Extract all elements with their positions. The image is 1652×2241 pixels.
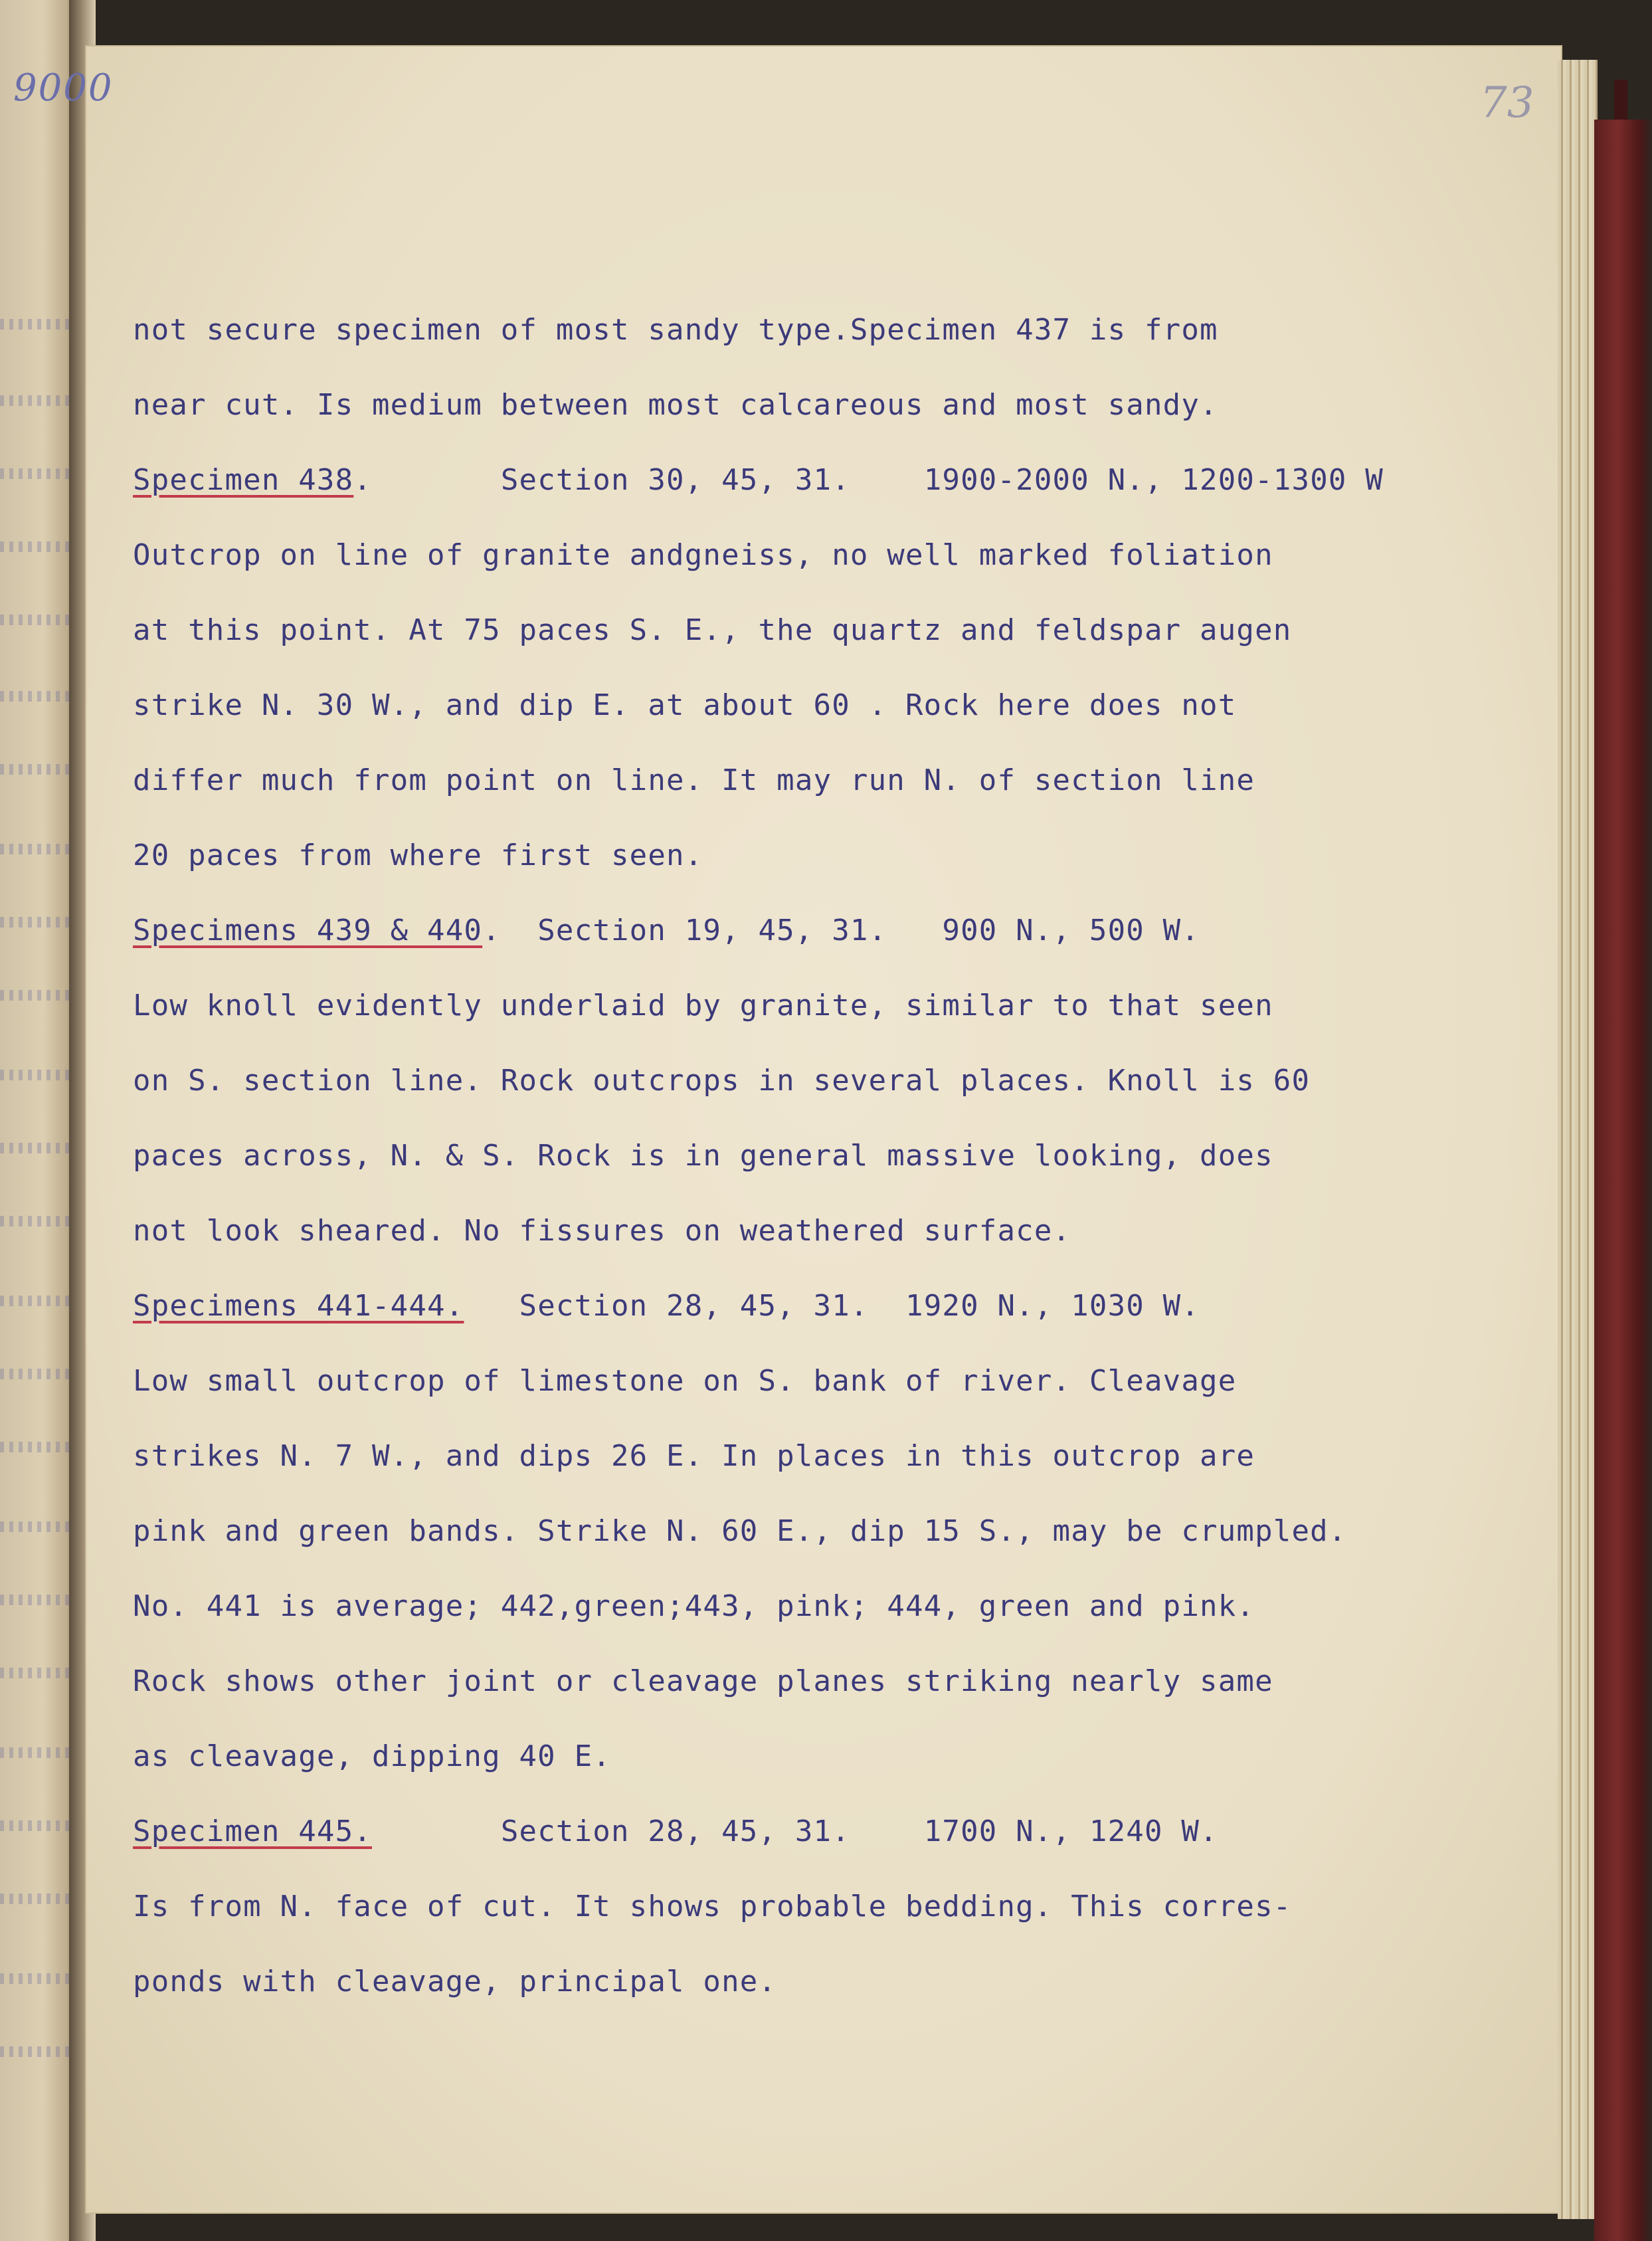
typed-text-body <box>133 292 1568 2019</box>
specimen-heading: Specimen 438 <box>133 463 354 497</box>
text-line <box>133 442 1568 518</box>
text-line <box>133 1418 1568 1494</box>
text-line <box>133 1343 1568 1418</box>
line-text: Section 28, 45, 31. 1920 N., 1030 W. <box>464 1289 1200 1323</box>
text-line <box>133 518 1568 593</box>
line-text: . Section 30, 45, 31. 1900-2000 N., 1200-1300 W <box>353 463 1384 497</box>
specimen-heading: Specimen 445. <box>133 1814 372 1848</box>
text-line <box>133 1043 1568 1118</box>
line-text: Is from N. face of cut. It shows probable bedding. This corres- <box>133 1890 1292 1923</box>
text-line <box>133 1794 1568 1869</box>
text-line <box>133 1569 1568 1644</box>
line-text: on S. section line. Rock outcrops in several places. Knoll is 60 <box>133 1064 1311 1098</box>
text-line <box>133 1944 1568 2019</box>
text-line <box>133 1644 1568 1719</box>
line-text: . Section 19, 45, 31. 900 N., 500 W. <box>482 914 1200 947</box>
specimen-heading: Specimens 439 & 440 <box>133 914 483 947</box>
line-text: as cleavage, dipping 40 E. <box>133 1739 611 1773</box>
line-text: not secure specimen of most sandy type.Specimen 437 is from <box>133 313 1218 347</box>
text-line <box>133 743 1568 818</box>
specimen-heading: Specimens 441-444. <box>133 1289 464 1323</box>
text-line <box>133 893 1568 968</box>
line-text: at this point. At 75 paces S. E., the quartz and feldspar augen <box>133 613 1292 647</box>
line-text: Low knoll evidently underlaid by granite, similar to that seen <box>133 989 1273 1023</box>
text-line <box>133 1118 1568 1193</box>
text-line <box>133 968 1568 1043</box>
line-text: pink and green bands. Strike N. 60 E., dip 15 S., may be crumpled. <box>133 1514 1347 1548</box>
line-text: near cut. Is medium between most calcareous and most sandy. <box>133 388 1218 422</box>
line-text: ponds with cleavage, principal one. <box>133 1965 777 1998</box>
text-line <box>133 668 1568 743</box>
text-line <box>133 1869 1568 1944</box>
text-line <box>133 367 1568 442</box>
text-line <box>133 1268 1568 1343</box>
text-line <box>133 593 1568 668</box>
text-line <box>133 1193 1568 1268</box>
line-text: Rock shows other joint or cleavage planes striking nearly same <box>133 1664 1273 1698</box>
page-number: 73 <box>1480 78 1534 128</box>
text-line <box>133 1494 1568 1569</box>
line-text: not look sheared. No fissures on weathered surface. <box>133 1214 1071 1248</box>
text-line <box>133 1719 1568 1794</box>
line-text: 20 paces from where first seen. <box>133 838 703 872</box>
line-text: Low small outcrop of limestone on S. bank of river. Cleavage <box>133 1364 1237 1398</box>
corner-mark: 9000 <box>13 66 114 110</box>
line-text: differ much from point on line. It may run N. of section line <box>133 763 1255 797</box>
facing-page-edge <box>0 0 78 2241</box>
text-line <box>133 292 1568 367</box>
line-text: strikes N. 7 W., and dips 26 E. In places in this outcrop are <box>133 1439 1255 1473</box>
line-text: No. 441 is average; 442,green;443, pink; 444, green and pink. <box>133 1589 1255 1623</box>
line-text: paces across, N. & S. Rock is in general massive looking, does <box>133 1139 1273 1173</box>
book-cover <box>1594 120 1652 2241</box>
line-text: Section 28, 45, 31. 1700 N., 1240 W. <box>371 1814 1218 1848</box>
line-text: Outcrop on line of granite andgneiss, no well marked foliation <box>133 538 1273 572</box>
text-line <box>133 818 1568 893</box>
line-text: strike N. 30 W., and dip E. at about 60 . Rock here does not <box>133 688 1237 722</box>
